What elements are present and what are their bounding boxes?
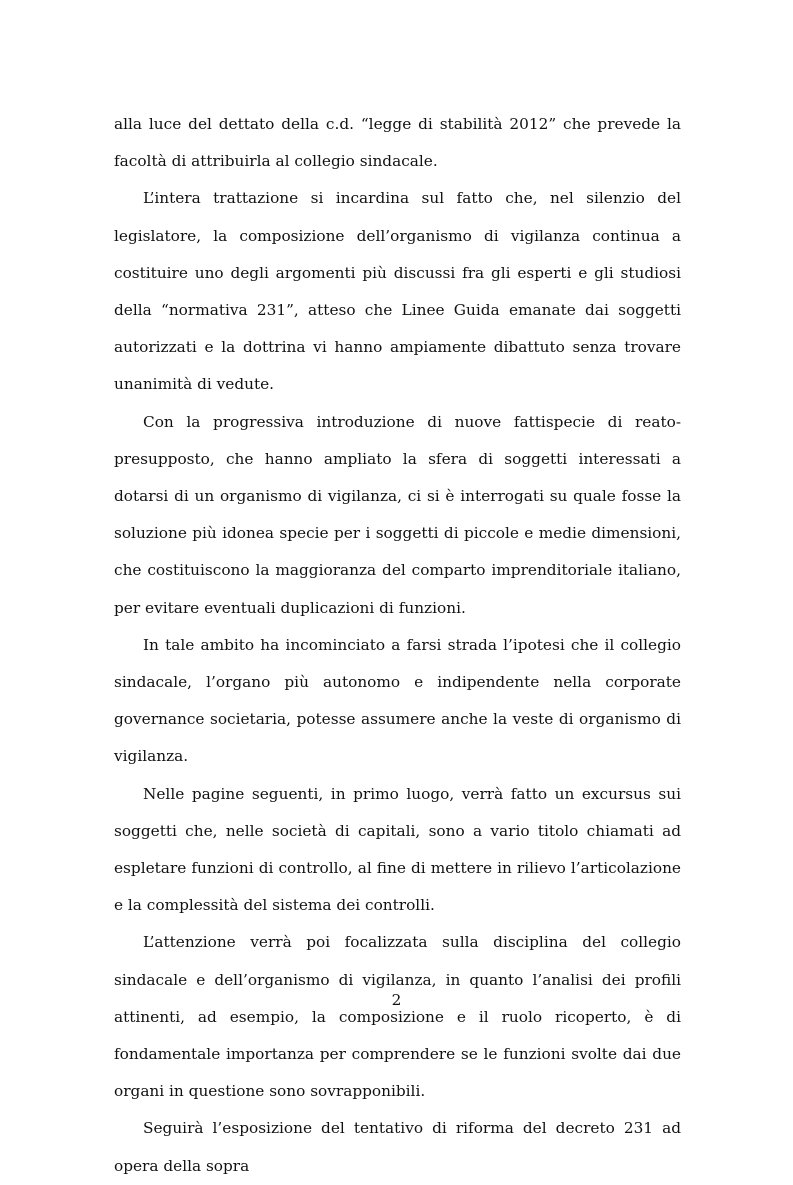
paragraph-5: Nelle pagine seguenti, in primo luogo, verrà fatto un excursus sui soggetti che, nelle società di capitali, sono a vario titolo chiamati ad espletare funzioni di controllo, al fine di mettere in rilievo l’articolazione e la complessità del sistema dei controlli. [114, 784, 681, 915]
body-text [114, 106, 681, 1185]
paragraph-7: Seguirà l’esposizione del tentativo di riforma del decreto 231 ad opera della sopra [114, 1119, 681, 1175]
page-number: 2 [391, 991, 402, 1009]
paragraph-2: L’intera trattazione si incardina sul fatto che, nel silenzio del legislatore, la composizione dell’organismo di vigilanza continua a costituire uno degli argomenti più discussi fra gli esperti e gli studiosi della “normativa 231”, atteso che Linee Guida emanate dai soggetti autorizzati e la dottrina vi hanno ampiamente dibattuto senza trovare unanimità di vedute. [114, 189, 681, 394]
paragraph-3: Con la progressiva introduzione di nuove fattispecie di reato-presupposto, che hanno ampliato la sfera di soggetti interessati a dotarsi di un organismo di vigilanza, ci si è interrogati su quale fosse la soluzione più idonea specie per i soggetti di piccole e medie dimensioni, che costituiscono la maggioranza del comparto imprenditoriale italiano, per evitare eventuali duplicazioni di funzioni. [114, 412, 681, 617]
paragraph-continuation: alla luce del dettato della c.d. “legge di stabilità 2012” che prevede la facoltà di attribuirla al collegio sindacale. [114, 115, 681, 171]
paragraph-4: In tale ambito ha incominciato a farsi strada l’ipotesi che il collegio sindacale, l’organo più autonomo e indipendente nella corporate governance societaria, potesse assumere anche la veste di organismo di vigilanza. [114, 635, 681, 766]
paragraph-6: L’attenzione verrà poi focalizzata sulla disciplina del collegio sindacale e dell’organismo di vigilanza, in quanto l’analisi dei profili attinenti, ad esempio, la composizione e il ruolo ricoperto, è di fondamentale importanza per comprendere se le funzioni svolte dai due organi in questione sono sovrapponibili. [114, 933, 681, 1101]
